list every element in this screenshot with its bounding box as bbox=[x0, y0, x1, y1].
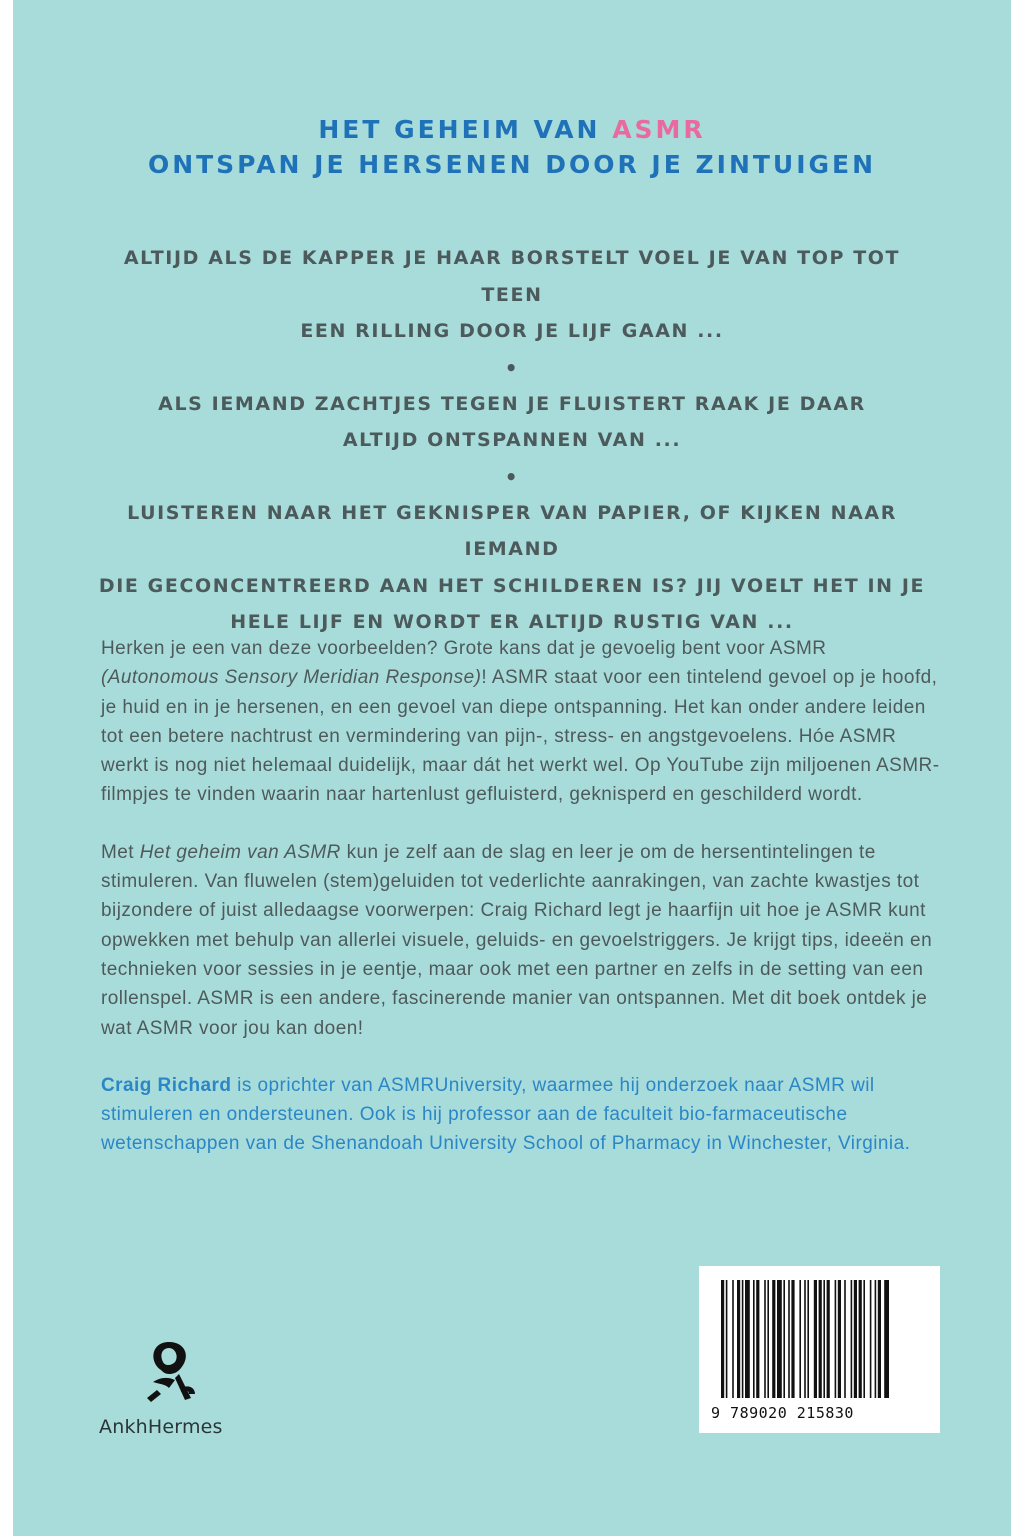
barcode-bar bbox=[814, 1280, 817, 1398]
teaser-line: ALTIJD ALS DE KAPPER JE HAAR BORSTELT VOEL JE VAN TOP TOT TEEN bbox=[123, 247, 901, 306]
blurb-text: kun je zelf aan de slag en leer je om de hersentintelingen te stimuleren. Van fluwelen (stem)geluiden tot vederlichte aanrakingen, van zachte kwastjes tot bijzondere of juist alledaagse voorwerpen: Craig Richard legt je haarfijn uit hoe je ASMR kunt opwekken met behulp van allerlei visuele, geluids- en gevoelstriggers. Je krijgt tips, ideeën en technieken voor sessies in je eentje, maar ook met een partner en zelfs in de setting van een rollenspel. ASMR is een andere, fascinerende manier van ontspannen. Met dit boek ontdek je wat ASMR voor jou kan doen! bbox=[101, 841, 933, 1039]
title-line-1 bbox=[13, 112, 1011, 147]
barcode-bar bbox=[835, 1280, 837, 1398]
barcode-bar bbox=[791, 1280, 794, 1398]
barcode-bar bbox=[799, 1280, 801, 1398]
blurb-paragraph-2 bbox=[101, 838, 941, 1043]
barcode-bar bbox=[804, 1280, 806, 1398]
barcode-bar bbox=[827, 1280, 830, 1398]
barcode-bar bbox=[859, 1280, 862, 1398]
cover-title bbox=[13, 112, 1011, 182]
blurb-paragraph-1 bbox=[101, 634, 941, 810]
barcode-bar bbox=[788, 1280, 790, 1398]
book-title-italic: Het geheim van ASMR bbox=[139, 841, 341, 863]
barcode-bar bbox=[726, 1280, 728, 1398]
barcode-bar bbox=[745, 1280, 750, 1398]
barcode-bar bbox=[875, 1280, 877, 1398]
barcode-bar bbox=[863, 1280, 865, 1398]
barcode-bar bbox=[732, 1280, 734, 1398]
barcode-bar bbox=[783, 1280, 785, 1398]
barcode-bar bbox=[838, 1280, 841, 1398]
teaser-separator: • bbox=[504, 464, 520, 489]
barcode-bar bbox=[772, 1280, 775, 1398]
ankhhermes-logo-icon bbox=[139, 1338, 209, 1410]
publisher-logo bbox=[99, 1338, 239, 1448]
title-line-2: ONTSPAN JE HERSENEN DOOR JE ZINTUIGEN bbox=[147, 150, 877, 179]
teaser-separator: • bbox=[504, 355, 520, 380]
isbn-barcode bbox=[699, 1266, 940, 1433]
barcode-bar bbox=[807, 1280, 809, 1398]
blurb-text: ! ASMR staat voor een tintelend gevoel op je hoofd, je huid en in je hersenen, en een gevoel van diepe ontspanning. Het kan onder andere leiden tot een betere nachtrust en vermindering van pijn-, stress- en angstgevoelens. Hóe ASMR werkt is nog niet helemaal duidelijk, maar dát het werkt wel. Op YouTube zijn miljoenen ASMR-filmpjes te vinden waarin naar hartenlust gefluisterd, geknisperd en geschilderd wordt. bbox=[101, 667, 940, 806]
barcode-bar bbox=[777, 1280, 782, 1398]
title-prefix: HET GEHEIM VAN bbox=[318, 115, 613, 144]
blurb-italic-text: (Autonomous Sensory Meridian Response) bbox=[101, 667, 482, 689]
teaser-line: EEN RILLING DOOR JE LIJF GAAN ... bbox=[300, 320, 724, 342]
barcode-bar bbox=[884, 1280, 889, 1398]
author-bio bbox=[101, 1071, 941, 1159]
barcode-bar bbox=[737, 1280, 740, 1398]
teaser-block bbox=[93, 240, 931, 641]
barcode-bars bbox=[699, 1266, 940, 1406]
barcode-bar bbox=[764, 1280, 766, 1398]
teaser-line: ALTIJD ONTSPANNEN VAN ... bbox=[342, 429, 682, 451]
isbn-number: 9 789020 215830 bbox=[711, 1404, 854, 1422]
barcode-bar bbox=[870, 1280, 872, 1398]
title-accent-asmr: ASMR bbox=[612, 115, 706, 144]
barcode-bar bbox=[721, 1280, 724, 1398]
blurb-body bbox=[101, 634, 941, 1187]
author-bio-text: is oprichter van ASMRUniversity, waarmee hij onderzoek naar ASMR wil stimuleren en ondersteunen. Ook is hij professor aan de faculteit bio-farmaceutische wetenschappen van de Shenandoah University School of Pharmacy in Winchester, Virginia. bbox=[101, 1074, 911, 1155]
barcode-bar bbox=[742, 1280, 744, 1398]
teaser-line: LUISTEREN NAAR HET GEKNISPER VAN PAPIER, OF KIJKEN NAAR IEMAND bbox=[127, 501, 897, 560]
teaser-line: HELE LIJF EN WORDT ER ALTIJD RUSTIG VAN ... bbox=[230, 611, 794, 633]
barcode-bar bbox=[753, 1280, 755, 1398]
barcode-bar bbox=[756, 1280, 759, 1398]
barcode-bar bbox=[878, 1280, 881, 1398]
barcode-bar bbox=[767, 1280, 769, 1398]
blurb-text: Met bbox=[101, 841, 140, 863]
author-name: Craig Richard bbox=[101, 1074, 232, 1096]
barcode-bar bbox=[844, 1280, 846, 1398]
barcode-bar bbox=[823, 1280, 825, 1398]
teaser-line: ALS IEMAND ZACHTJES TEGEN JE FLUISTERT RAAK JE DAAR bbox=[158, 392, 866, 415]
barcode-bar bbox=[854, 1280, 857, 1398]
barcode-bar bbox=[851, 1280, 853, 1398]
blurb-text: Herken je een van deze voorbeelden? Grote kans dat je gevoelig bent voor ASMR bbox=[101, 638, 827, 659]
teaser-line: DIE GECONCENTREERD AAN HET SCHILDEREN IS? JIJ VOELT HET IN JE bbox=[98, 574, 926, 597]
barcode-bar bbox=[819, 1280, 822, 1398]
book-back-cover bbox=[13, 0, 1011, 1536]
publisher-name: AnkhHermes bbox=[99, 1416, 223, 1438]
